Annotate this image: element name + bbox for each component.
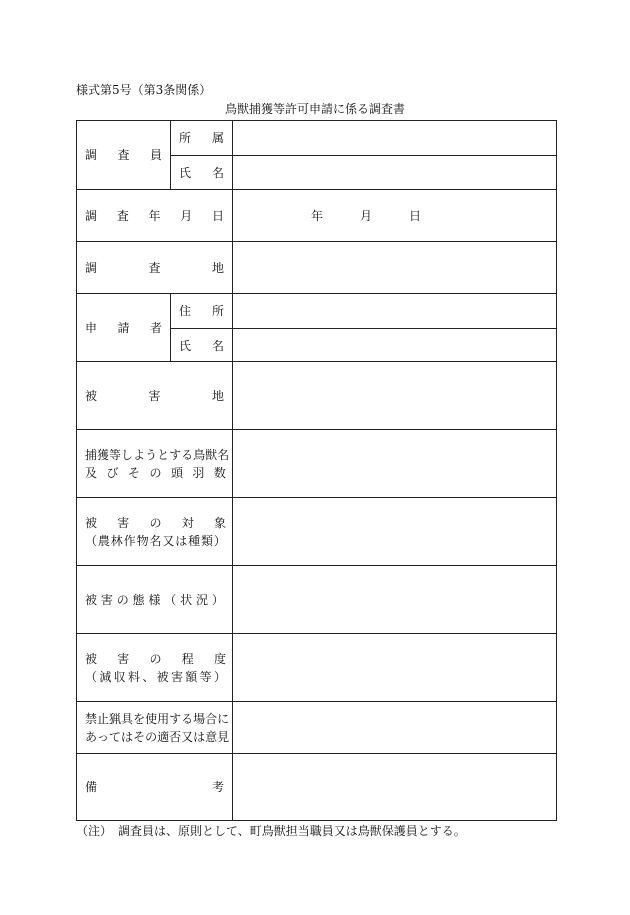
label-char: 名 [211,165,224,180]
damage-mode-row [77,565,556,633]
applicant-address-row [171,294,556,328]
label-char: （ [85,533,98,548]
label-char: 申 [85,320,98,335]
damage-site-label [85,387,224,405]
label-char: 考 [211,780,224,794]
label-char: 止 [97,711,110,726]
label-char: 及 [85,465,98,480]
label-char: 月 [180,208,193,223]
label-char: と [157,447,170,462]
document-title: 鳥獣捕獲等許可申請に係る調査書 [224,102,405,116]
label-char: 額 [185,669,198,684]
label-char: 合 [205,711,218,726]
label-char: は [175,533,188,548]
address-value[interactable] [233,294,556,328]
label-char: 況 [196,592,209,607]
label-char: 獣 [205,447,218,462]
label-char: 住 [179,304,192,318]
label-char: 様 [148,592,161,607]
label-char: ） [213,533,226,548]
footnote: （注） 調査員は、原則として、町鳥獣担当職員又は鳥獣保護員とする。 [76,824,466,838]
label-char: そ [133,729,146,744]
label-char: 所 [211,304,224,318]
label-char: 被 [85,515,98,530]
label-char: 害 [117,515,130,530]
damage-object-value[interactable] [233,498,556,565]
applicant-name-row [171,328,556,362]
remarks-value[interactable] [233,754,556,820]
label-char: 備 [85,780,98,794]
label-char: っ [97,729,110,744]
survey-site-value[interactable] [233,242,556,293]
label-char: 減 [99,669,112,684]
prohibited-gear-label [85,710,230,746]
label-char: の [145,729,158,744]
label-char: る [181,711,194,726]
label-char: 羽 [192,465,205,480]
label-char: 者 [149,320,162,335]
label-char: 頭 [170,465,183,480]
label-char: の [149,465,162,480]
label-char: す [169,447,182,462]
label-char: び [106,465,119,480]
label-char: 農 [97,533,110,548]
damage-site-row [77,361,556,429]
label-char: （ [164,592,177,607]
label-char: て [109,729,122,744]
label-char: よ [133,447,146,462]
label-char: ） [213,669,226,684]
damage-mode-label [85,591,224,609]
label-char: 対 [181,515,194,530]
label-char: 日 [408,208,421,223]
damage-degree-row [77,633,556,701]
damage-mode-value[interactable] [233,566,556,633]
label-char: 名 [211,338,224,353]
label-char: 、 [142,669,155,684]
label-char: 種 [188,533,201,548]
label-char: 程 [181,651,194,666]
label-char: 猟 [109,711,122,726]
label-char: の [149,651,162,666]
survey-form-table [76,120,557,821]
label-char: 名 [149,533,162,548]
label-char: 度 [213,651,226,666]
label-char: 査 [117,148,130,162]
label-char: 作 [123,533,136,548]
label-char: 調 [85,148,98,162]
label-char: 月 [359,208,372,223]
survey-date-label [85,207,224,225]
label-char: 禁 [85,711,98,726]
investigator-name-label [179,164,224,182]
label-char: 使 [145,711,158,726]
label-char: 等 [109,447,122,462]
affiliation-label [179,129,224,147]
label-char: る [181,447,194,462]
label-char: を [133,711,146,726]
label-char: し [121,447,134,462]
label-char: 査 [116,208,129,223]
survey-date-value[interactable] [233,190,556,241]
investigator-label-cell [77,121,171,189]
applicant-name-value[interactable] [233,329,556,362]
label-char: 日 [211,208,224,223]
investigator-label [85,146,162,164]
label-char: 否 [169,729,182,744]
label-char: 氏 [179,165,192,180]
label-char: 捕 [85,447,98,462]
label-char: に [217,711,230,726]
investigator-name-row [171,155,556,189]
remarks-row [77,753,556,820]
remarks-label [85,778,224,796]
applicant-row [77,293,556,361]
date-fill-labels [311,207,421,225]
label-char: 被 [85,592,98,607]
label-char: 被 [85,388,98,403]
label-char: 被 [156,669,169,684]
label-char: の [149,515,162,530]
form-number: 様式第5号（第3条関係） [76,83,212,97]
label-char: は [193,729,206,744]
label-char: 意 [205,729,218,744]
label-char: 害 [148,388,161,403]
label-char: 調 [85,208,98,223]
label-char: 害 [170,669,183,684]
damage-object-label [85,514,226,550]
label-char: ） [211,592,224,607]
investigator-name-value[interactable] [233,156,556,189]
capture-target-row [77,429,556,497]
label-char: 名 [217,447,230,462]
label-char: 具 [121,711,134,726]
label-char: 又 [181,729,194,744]
damage-object-row [77,497,556,565]
label-char: 地 [211,388,224,403]
label-char: 状 [180,592,193,607]
label-char: 適 [157,729,170,744]
label-char: 獲 [97,447,110,462]
investigator-row [77,121,556,189]
affiliation-value[interactable] [233,121,556,155]
survey-site-label [85,259,224,277]
label-char: （ [85,669,98,684]
label-char: 氏 [179,338,192,353]
label-char: 年 [148,208,161,223]
damage-degree-label [85,650,226,686]
label-char: 査 [148,260,161,275]
label-char: 態 [132,592,145,607]
capture-target-value[interactable] [233,430,556,497]
label-char: 類 [201,533,214,548]
label-char: 料 [127,669,140,684]
capture-target-label [85,446,230,482]
label-char: あ [85,729,98,744]
label-char: 害 [117,651,130,666]
label-char: 等 [199,669,212,684]
label-char: 見 [217,729,230,744]
label-char: 収 [113,669,126,684]
label-char: 林 [110,533,123,548]
prohibited-gear-row [77,701,556,753]
applicant-name-label [179,337,224,355]
label-char: は [121,729,134,744]
label-char: 年 [311,208,324,223]
prohibited-gear-value[interactable] [233,702,556,753]
address-label [179,302,224,320]
label-char: 調 [85,260,98,275]
investigator-affiliation-row [171,121,556,155]
label-char: 用 [157,711,170,726]
damage-site-value[interactable] [233,362,556,429]
label-char: 員 [149,148,162,162]
survey-date-row [77,189,556,241]
label-char: 属 [211,131,224,145]
label-char: 又 [162,533,175,548]
applicant-label [85,319,162,337]
label-char: 数 [213,465,226,480]
label-char: 物 [136,533,149,548]
label-char: 害 [100,592,113,607]
label-char: 請 [117,320,130,335]
label-char: 象 [213,515,226,530]
label-char: 被 [85,651,98,666]
survey-site-row [77,241,556,293]
label-char: 場 [193,711,206,726]
label-char: 地 [211,260,224,275]
damage-degree-value[interactable] [233,634,556,701]
label-char: 所 [179,131,192,145]
label-char: う [145,447,158,462]
label-char: す [169,711,182,726]
label-char: 鳥 [193,447,206,462]
label-char: そ [127,465,140,480]
label-char: の [116,592,129,607]
